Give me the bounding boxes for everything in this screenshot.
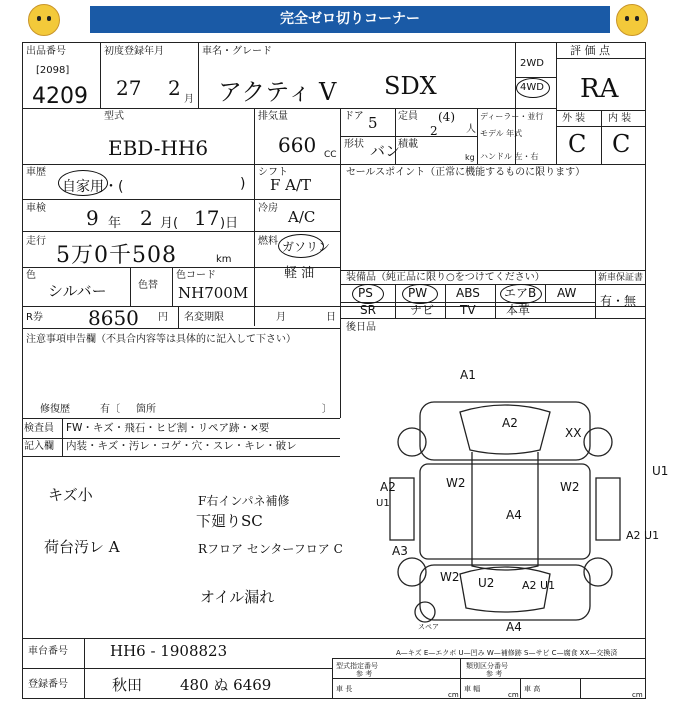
dealer-label: ディーラー・並行 <box>480 112 544 121</box>
repair-place: 箇所 <box>136 404 156 415</box>
reg-year: 27 <box>116 76 142 100</box>
equip-pw: PW <box>408 286 428 300</box>
person-unit: 人 <box>466 124 476 135</box>
diagram-legend: A—キズ E—エクボ U—凹み W—補修跡 S—サビ C—腐食 XX—交換済 <box>396 649 618 657</box>
notes-label: 注意事項申告欄（不具合内容等は具体的に記入して下さい） <box>26 334 296 345</box>
width-unit: cm <box>508 691 519 699</box>
diagram-mark-a3: A3 <box>392 544 408 558</box>
type-cert-ref: 参 考 <box>356 670 373 678</box>
year-unit: 年 <box>108 216 122 231</box>
shift-label: シフト <box>258 167 288 178</box>
door: 5 <box>368 114 378 132</box>
drive-4wd-circle <box>516 78 550 98</box>
equip-abs: ABS <box>456 286 480 300</box>
banner-title: 完全ゼロ切りコーナー <box>90 6 610 33</box>
color-label: 色 <box>26 270 36 281</box>
lot-sub: [2098] <box>36 65 70 76</box>
color-change-label: 色替 <box>138 280 158 291</box>
diagram-mark-a4-center: A4 <box>506 508 522 522</box>
diagram-spare-label: スペア <box>418 623 439 631</box>
capacity: (4) <box>438 110 455 124</box>
reg-number-label: 登録番号 <box>28 679 68 690</box>
type-cert-label: 型式指定番号 <box>336 662 378 670</box>
history-close: ) <box>240 176 246 192</box>
ac: A/C <box>288 208 316 226</box>
width-label: 車 幅 <box>464 685 481 693</box>
yen-unit: 円 <box>158 312 168 323</box>
remark-3: F右インパネ補修 <box>198 494 290 508</box>
history-circle <box>58 170 108 196</box>
rename-label: 名変期限 <box>184 312 224 323</box>
chassis: HH6 - 1908823 <box>110 642 228 660</box>
capacity-label: 定員 <box>398 111 418 122</box>
length-unit: cm <box>448 691 459 699</box>
diagram-mark-w2-rear: W2 <box>440 570 460 584</box>
car-name: アクティ V <box>218 78 337 106</box>
diagram-mark-u2: U2 <box>478 576 495 590</box>
mascot-icon-right <box>616 4 648 36</box>
diagram-mark-w2-left: W2 <box>446 476 466 490</box>
inspector-label-2: 記入欄 <box>24 441 54 452</box>
shape-label: 形状 <box>344 139 364 150</box>
diagram-mark-a2u1-right: A2 U1 <box>626 529 660 542</box>
color-code-label: 色コード <box>176 270 216 281</box>
exterior-label: 外 装 <box>562 113 586 124</box>
warranty-label: 新車保証書 <box>598 273 644 283</box>
warranty-value: 有・無 <box>600 294 637 308</box>
lot-label: 出品番号 <box>26 46 66 57</box>
kg-unit: kg <box>465 153 475 162</box>
height-label: 車 高 <box>524 685 541 693</box>
repair-label: 修復歴 <box>40 404 70 415</box>
equip-airbag: エアB <box>504 286 537 300</box>
reg-month: 2 <box>168 76 181 100</box>
day-unit: )日 <box>220 216 239 231</box>
door-label: ドア <box>344 111 364 122</box>
reg-month-unit: 月 <box>184 94 194 105</box>
car-diagram <box>360 360 646 636</box>
reg-number: 480 ぬ 6469 <box>180 676 272 694</box>
equip-airbag-circle <box>500 284 542 304</box>
tax-value: 8650 <box>88 306 139 330</box>
diagram-mark-a4-rear: A4 <box>506 620 522 634</box>
remark-2: 荷台汚レ A <box>44 538 120 556</box>
model: EBD-HH6 <box>108 136 209 160</box>
class-ref: 参 考 <box>486 670 503 678</box>
inspection-day: 17 <box>194 206 220 230</box>
height-unit: cm <box>632 691 643 699</box>
equip-sr: SR <box>360 303 376 317</box>
equip-leather: 本革 <box>506 303 531 317</box>
grade: SDX <box>384 72 437 100</box>
diagram-mark-xx: XX <box>565 426 582 440</box>
ac-label: 冷房 <box>258 203 278 214</box>
inspection-year: 9 <box>86 206 99 230</box>
capacity2: 2 <box>430 124 438 138</box>
equipment-label: 装備品（純正品に限り○をつけてください） <box>346 272 545 283</box>
diagram-mark-a2-top: A2 <box>502 416 518 430</box>
history-value: 自家用・( <box>62 179 124 195</box>
cc-unit: CC <box>324 150 337 160</box>
diagram-mark-w2-right: W2 <box>560 480 580 494</box>
color: シルバー <box>48 282 107 300</box>
class-label: 類別区分番号 <box>466 662 508 670</box>
shape: バン <box>370 142 401 160</box>
day-label: 日 <box>326 312 336 323</box>
km-unit: km <box>216 254 232 265</box>
name-label: 車名・グレード <box>202 46 272 57</box>
grade-value: RA <box>580 74 619 104</box>
model-year-label: モデル 年式 <box>480 129 523 138</box>
model-label: 型式 <box>104 111 124 122</box>
length-label: 車 長 <box>336 685 353 693</box>
chassis-label: 車台番号 <box>28 646 68 657</box>
displacement: 660 <box>278 133 317 157</box>
inspector-row-2: 内装・キズ・汚レ・コゲ・穴・スレ・キレ・破レ <box>66 440 297 452</box>
month-unit: 月( <box>160 216 179 231</box>
drive-2wd: 2WD <box>520 58 544 69</box>
mileage: 5万0千508 <box>56 243 177 268</box>
remark-1: キズ小 <box>48 486 93 504</box>
diagram-mark-a1: A1 <box>460 368 476 382</box>
shift: F A/T <box>270 176 312 194</box>
fuel2: 軽 油 <box>284 266 315 281</box>
handle-label: ハンドル 左・右 <box>480 152 539 161</box>
month-label: 月 <box>276 312 286 323</box>
equip-navi: ナビ <box>410 303 435 317</box>
remark-6: オイル漏れ <box>200 588 275 606</box>
retrofit-label: 後日品 <box>346 322 376 333</box>
displacement-label: 排気量 <box>258 111 288 122</box>
mileage-label: 走行 <box>26 236 46 247</box>
exterior: C <box>568 130 587 158</box>
diagram-mark-a2u1-rear: A2 U1 <box>522 579 556 592</box>
repair-close: 〕 <box>322 404 332 415</box>
history-label: 車歴 <box>26 167 46 178</box>
repair-value: 有〔 <box>100 404 120 415</box>
diagram-mark-u1-left: U1 <box>376 498 390 509</box>
diagram-mark-a2-left: A2 <box>380 480 396 494</box>
load-label: 積載 <box>398 139 418 150</box>
equip-ps: PS <box>358 286 373 300</box>
interior-label: 内 装 <box>608 113 632 124</box>
equip-ps-circle <box>352 284 384 304</box>
inspector-label-1: 検査員 <box>24 423 54 434</box>
remark-5: Rフロア センターフロア C <box>198 542 343 556</box>
fuel-label: 燃料 <box>258 236 278 247</box>
fuel: ガソリン <box>282 240 331 254</box>
fuel-circle <box>278 234 324 258</box>
reg-label: 初度登録年月 <box>104 46 164 57</box>
drive-4wd: 4WD <box>520 82 544 93</box>
sales-label: セールスポイント（正常に機能するものに限ります） <box>346 167 586 178</box>
equip-pw-circle <box>402 284 438 304</box>
inspection-label: 車検 <box>26 203 46 214</box>
interior: C <box>612 130 631 158</box>
tax-label: R券 <box>26 312 43 323</box>
mascot-icon-left <box>28 4 60 36</box>
diagram-mark-u1-right: U1 <box>652 464 669 478</box>
equip-aw: AW <box>557 286 577 300</box>
grade-label: 評 価 点 <box>570 44 610 57</box>
equip-tv: TV <box>460 303 476 317</box>
color-code: NH700M <box>178 284 249 302</box>
inspector-row-1: FW・キズ・飛石・ヒビ割・リペア跡・×要 <box>66 422 270 434</box>
inspection-month: 2 <box>140 206 153 230</box>
remark-4: 下廻りSC <box>196 512 263 530</box>
reg-city: 秋田 <box>112 676 143 694</box>
lot-number: 4209 <box>32 84 88 109</box>
